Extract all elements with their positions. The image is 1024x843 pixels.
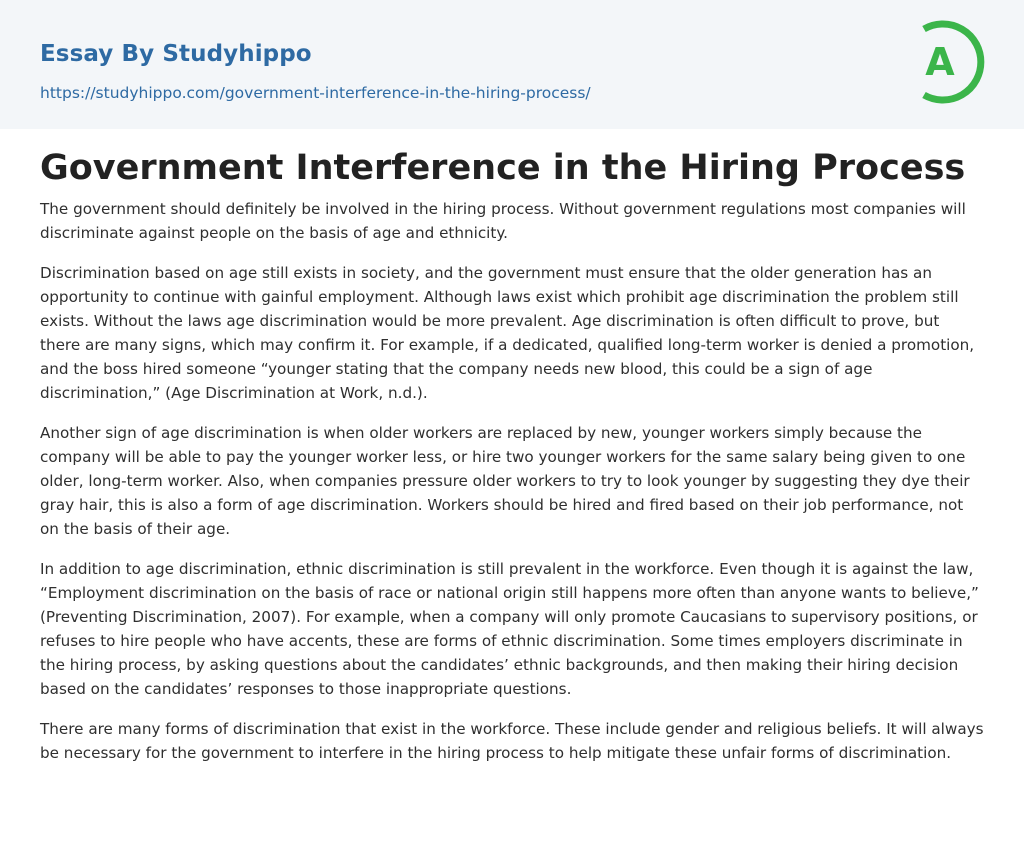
- essay-paragraph-1: The government should definitely be involved in the hiring process. Without government regulations most companies will discriminate against people on the basis of age and ethnicity.: [40, 200, 966, 242]
- essay-paragraph-4: In addition to age discrimination, ethnic discrimination is still prevalent in the workforce. Even though it is against the law, “Employment discrimination on the basis of race or national origin still happens more often than anyone wants to believe,” (Preventing Discrimination, 2007). For example, when a company will only promote Caucasians to supervisory positions, or refuses to hire people who have accents, these are forms of ethnic discrimination. Some times employers discriminate in the hiring process, by asking questions about the candidates’ ethnic backgrounds, and then making their hiring decision based on the candidates’ responses to those inappropriate questions.: [40, 560, 979, 698]
- logo-letter: A: [925, 40, 955, 84]
- essay-paragraph-2: Discrimination based on age still exists in society, and the government must ensure that the older generation has an opportunity to continue with gainful employment. Although laws exist which prohibit age discrimination the problem still exists. Without the laws age discrimination would be more prevalent. Age discrimination is often difficult to prove, but there are many signs, which may confirm it. For example, if a dedicated, qualified long-term worker is denied a promotion, and the boss hired someone “younger stating that the company needs new blood, this could be a sign of age discrimination,” (Age Discrimination at Work, n.d.).: [40, 264, 975, 402]
- essay-paragraph-3: Another sign of age discrimination is when older workers are replaced by new, younger workers simply because the company will be able to pay the younger worker less, or hire two younger workers for the same salary being given to one older, long-term worker. Also, when companies pressure older workers to try to look younger by suggesting they dye their gray hair, this is also a form of age discrimination. Workers should be hired and fired based on their job performance, not on the basis of their age.: [40, 424, 970, 538]
- circle-a-logo-icon[interactable]: [910, 18, 988, 106]
- essay-paragraph-5: There are many forms of discrimination that exist in the workforce. These include gender and religious beliefs. It will always be necessary for the government to interfere in the hiring process to help mitigate these unfair forms of discrimination.: [40, 720, 984, 762]
- essay-title: Government Interference in the Hiring Process: [40, 148, 966, 188]
- site-brand[interactable]: Essay By Studyhippo: [40, 41, 312, 67]
- page-header: [0, 0, 1024, 129]
- essay-content: [0, 129, 1024, 765]
- source-url-link[interactable]: https://studyhippo.com/government-interference-in-the-hiring-process/: [40, 84, 591, 102]
